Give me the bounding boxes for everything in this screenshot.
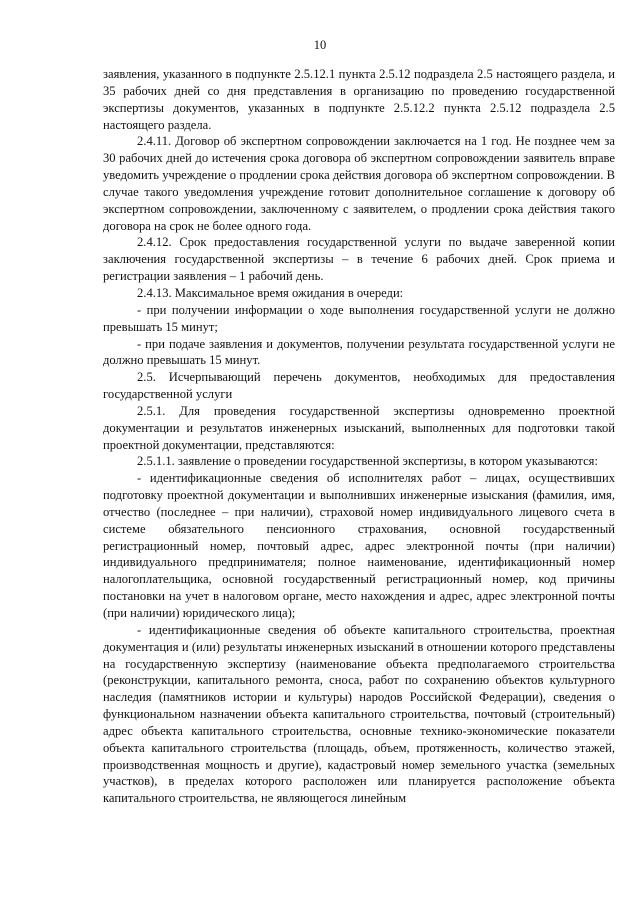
paragraph-3: 2.4.12. Срок предоставления государственной услуги по выдаче заверенной копии заключения государственной экспертизы – в течение 6 рабочих дней. Срок приема и регистрации заявления – 1 рабочий день. [103, 235, 615, 284]
paragraph-2: 2.4.11. Договор об экспертном сопровождении заключается на 1 год. Не позднее чем за 30 рабочих дней до истечения срока договора об экспертном сопровождении заявитель вправе уведомить учреждение о продлении срока действия договора об экспертном сопровождении. В случае такого уведомления учреждение готовит дополнительное соглашение к договору об экспертном сопровождении, заключенному с заявителем, о продлении срока действия такого договора на срок не более одного года. [103, 134, 615, 233]
paragraph-10: - идентификационные сведения об исполнителях работ – лицах, осуществивших подготовку проектной документации и выполнивших инженерные изыскания (фамилия, имя, отчество (последнее – при наличии), страховой номер индивидуального лицевого счета в системе обязательного пенсионного страхования, основной государственный регистрационный номер, почтовый адрес, адрес электронной почты (при наличии) индивидуального предпринимателя; полное наименование, идентификационный номер налогоплательщика, основной государственный регистрационный номер, код причины постановки на учет в налоговом органе, место нахождения и адрес, адрес электронной почты (при наличии) юридического лица); [103, 471, 615, 620]
paragraph-1: заявления, указанного в подпункте 2.5.12.1 пункта 2.5.12 подраздела 2.5 настоящего раздела, и 35 рабочих дней со дня представления в организацию по проведению государственной экспертизы документов, указанных в подпункте 2.5.12.2 пункта 2.5.12 подраздела 2.5 настоящего раздела. [103, 67, 615, 132]
page-number: 10 [313, 38, 327, 52]
paragraph-11: - идентификационные сведения об объекте капитального строительства, проектная документация и (или) результаты инженерных изысканий в отношении которого представлены на государственную экспертизу (наименование объекта предполагаемого строительства (реконструкции, капитального ремонта, сноса, работ по сохранению объектов культурного наследия (памятников истории и культуры) народов Российской Федерации), сведения о функциональном назначении объекта капитального строительства, почтовый (строительный) адрес объекта капитального строительства, основные технико-экономические показатели объекта капитального строительства (площадь, объем, протяженность, количество этажей, производственная мощность и другие), кадастровый номер земельного участка (земельных участков), в пределах которого расположен или планируется расположение объекта капитального строительства, не являющегося линейным [103, 622, 615, 806]
paragraph-7: 2.5. Исчерпывающий перечень документов, необходимых для предоставления государственной услуги [103, 370, 615, 402]
paragraph-8: 2.5.1. Для проведения государственной экспертизы одновременно проектной документации и результатов инженерных изысканий, выполненных для подготовки такой проектной документации, представляются: [103, 403, 615, 452]
paragraph-6: - при подаче заявления и документов, получении результата государственной услуги не должно превышать 15 минут. [103, 336, 615, 368]
paragraph-9: 2.5.1.1. заявление о проведении государственной экспертизы, в котором указываются: [137, 454, 598, 469]
paragraph-4: 2.4.13. Максимальное время ожидания в очереди: [137, 285, 404, 300]
document-body [103, 66, 615, 807]
paragraph-5: - при получении информации о ходе выполнения государственной услуги не должно превышать 15 минут; [103, 302, 615, 334]
